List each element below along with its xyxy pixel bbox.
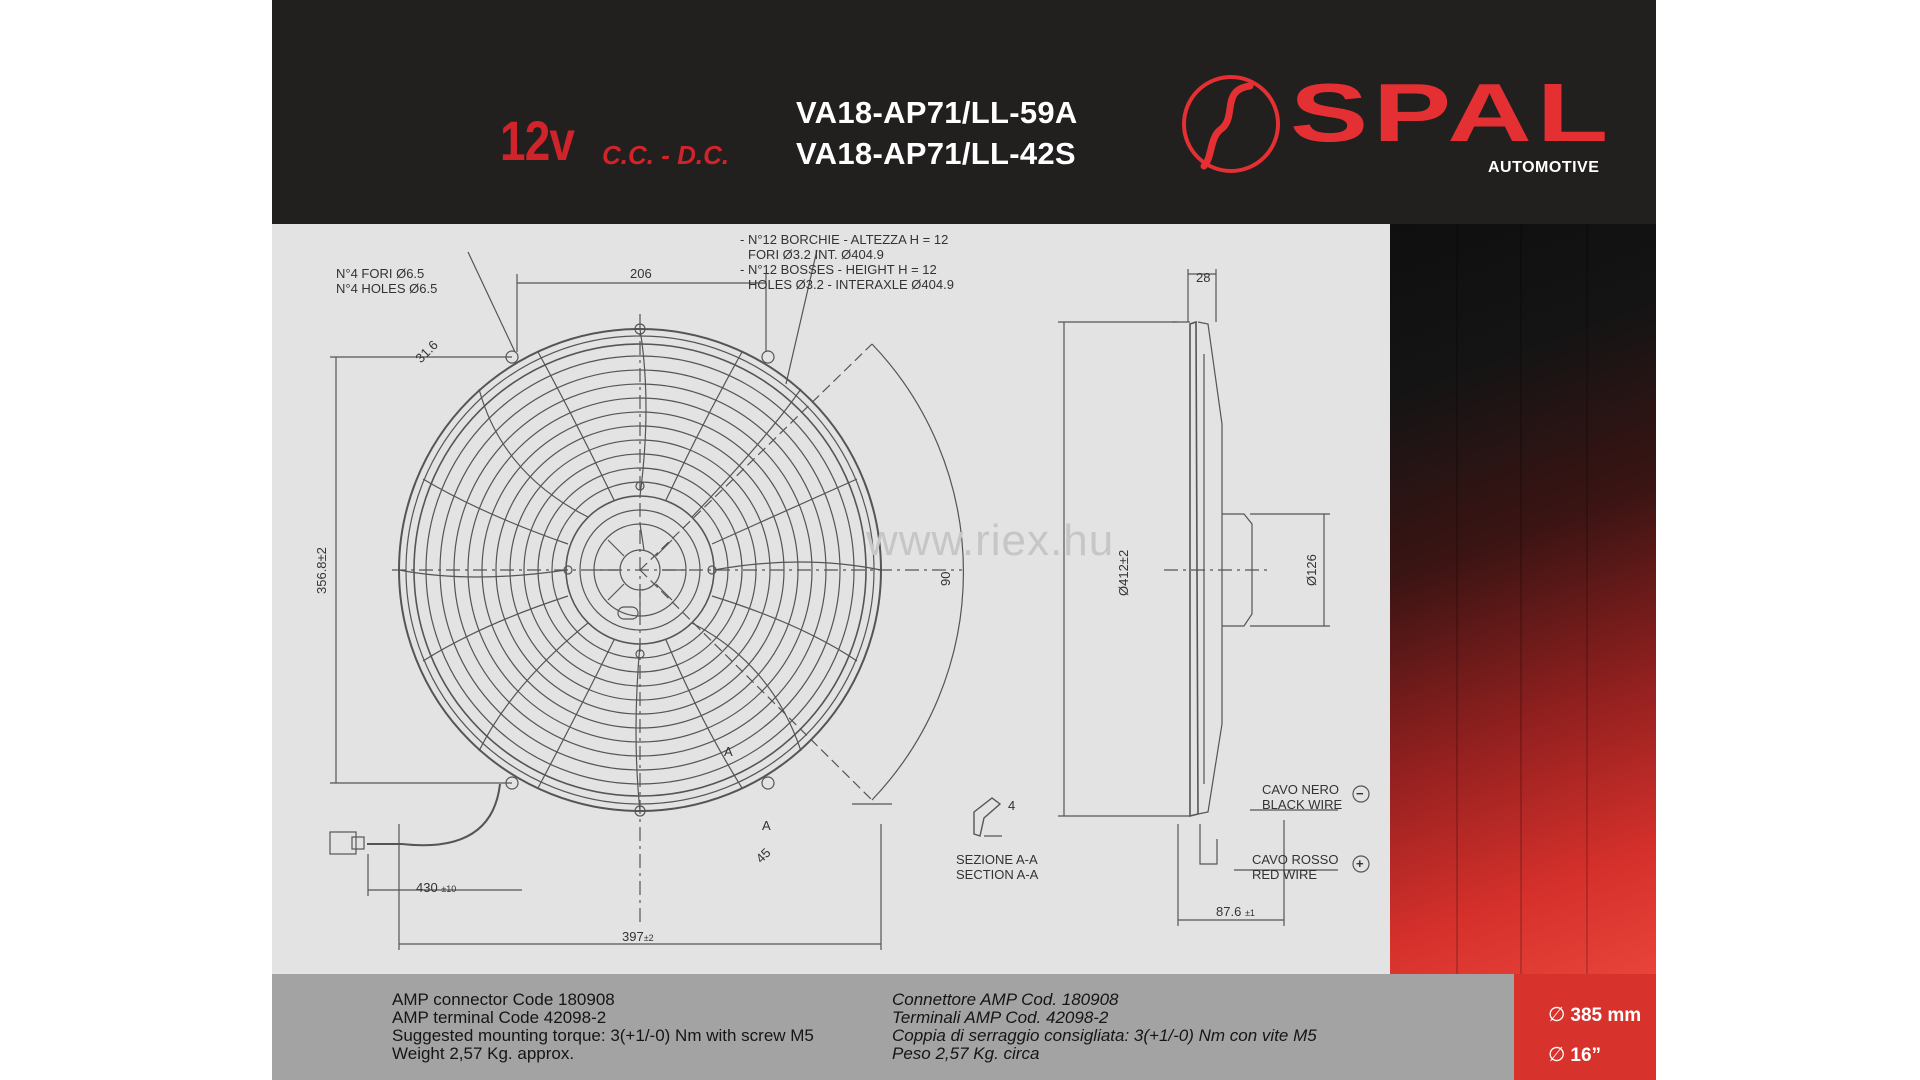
footer-it-line-1: Connettore AMP Cod. 180908 xyxy=(892,990,1119,1009)
dim-397: 397±2 xyxy=(622,929,654,944)
section-label-en: SECTION A-A xyxy=(956,867,1039,882)
footer-it-line-3: Coppia di serraggio consigliata: 3(+1/-0) Nm con vite M5 xyxy=(892,1026,1317,1045)
footer-en-line-2: AMP terminal Code 42098-2 xyxy=(392,1008,607,1027)
bosses-line-2: FORI Ø3.2 INT. Ø404.9 xyxy=(748,247,884,262)
dim-90: 90 xyxy=(938,571,953,586)
fan-drawing-svg xyxy=(272,224,1390,974)
holes-label-en: N°4 HOLES Ø6.5 xyxy=(336,281,438,296)
footer-en-line-1: AMP connector Code 180908 xyxy=(392,990,615,1009)
panel-stripe xyxy=(1520,224,1522,974)
minus-sign: − xyxy=(1356,786,1364,801)
panel-stripe xyxy=(1586,224,1588,974)
footer-info xyxy=(272,974,1514,1080)
black-wire-label-en: BLACK WIRE xyxy=(1262,797,1343,812)
dim-28: 28 xyxy=(1196,270,1211,285)
dim-412: Ø412±2 xyxy=(1116,549,1131,596)
dim-4: 4 xyxy=(1008,798,1016,813)
bosses-line-3: - N°12 BOSSES - HEIGHT H = 12 xyxy=(740,262,937,277)
diameter-icon: ∅ xyxy=(1548,1004,1566,1026)
model-code-2: VA18-AP71/LL-42S xyxy=(796,136,1076,171)
footer-en-line-3: Suggested mounting torque: 3(+1/-0) Nm with screw M5 xyxy=(392,1026,814,1045)
black-wire-label-it: CAVO NERO xyxy=(1262,782,1340,797)
footer-it-line-4: Peso 2,57 Kg. circa xyxy=(892,1044,1040,1063)
red-wire-label-it: CAVO ROSSO xyxy=(1252,852,1339,867)
size-mm: ∅ 385 mm xyxy=(1548,1004,1642,1026)
diameter-icon: ∅ xyxy=(1548,1044,1566,1066)
holes-label-it: N°4 FORI Ø6.5 xyxy=(336,266,425,281)
watermark: www.riex.hu xyxy=(866,516,1115,565)
dim-31-6: 31.6 xyxy=(412,337,441,366)
dim-87-6: 87.6 ±1 xyxy=(1216,904,1255,919)
technical-drawing xyxy=(272,224,1390,974)
current-type-label: C.C. - D.C. xyxy=(602,140,730,170)
voltage-label: 12v xyxy=(500,109,575,172)
brand-subtitle: AUTOMOTIVE xyxy=(1488,159,1600,176)
section-marker-top: A xyxy=(724,744,733,759)
panel-stripe xyxy=(1456,224,1458,974)
brand-wordmark: SPAL xyxy=(1290,66,1614,159)
section-marker-bottom: A xyxy=(762,818,771,833)
datasheet xyxy=(272,0,1656,1080)
plus-sign: + xyxy=(1356,856,1364,871)
header-bar xyxy=(272,0,1656,224)
dim-430: 430 ±10 xyxy=(416,880,457,895)
size-badge xyxy=(1514,974,1656,1080)
footer-it-line-2: Terminali AMP Cod. 42098-2 xyxy=(892,1008,1109,1027)
gradient-panel xyxy=(1390,224,1656,974)
size-inch: ∅ 16” xyxy=(1548,1044,1602,1066)
bosses-line-4: HOLES Ø3.2 - INTERAXLE Ø404.9 xyxy=(748,277,954,292)
dim-206: 206 xyxy=(630,266,652,281)
bosses-line-1: - N°12 BORCHIE - ALTEZZA H = 12 xyxy=(740,232,949,247)
section-label-it: SEZIONE A-A xyxy=(956,852,1038,867)
model-code-1: VA18-AP71/LL-59A xyxy=(796,95,1078,130)
dim-126: Ø126 xyxy=(1304,554,1319,586)
dim-45: 45 xyxy=(752,845,774,866)
footer-en-line-4: Weight 2,57 Kg. approx. xyxy=(392,1044,575,1063)
dim-356-8: 356.8±2 xyxy=(314,547,329,594)
red-wire-label-en: RED WIRE xyxy=(1252,867,1317,882)
